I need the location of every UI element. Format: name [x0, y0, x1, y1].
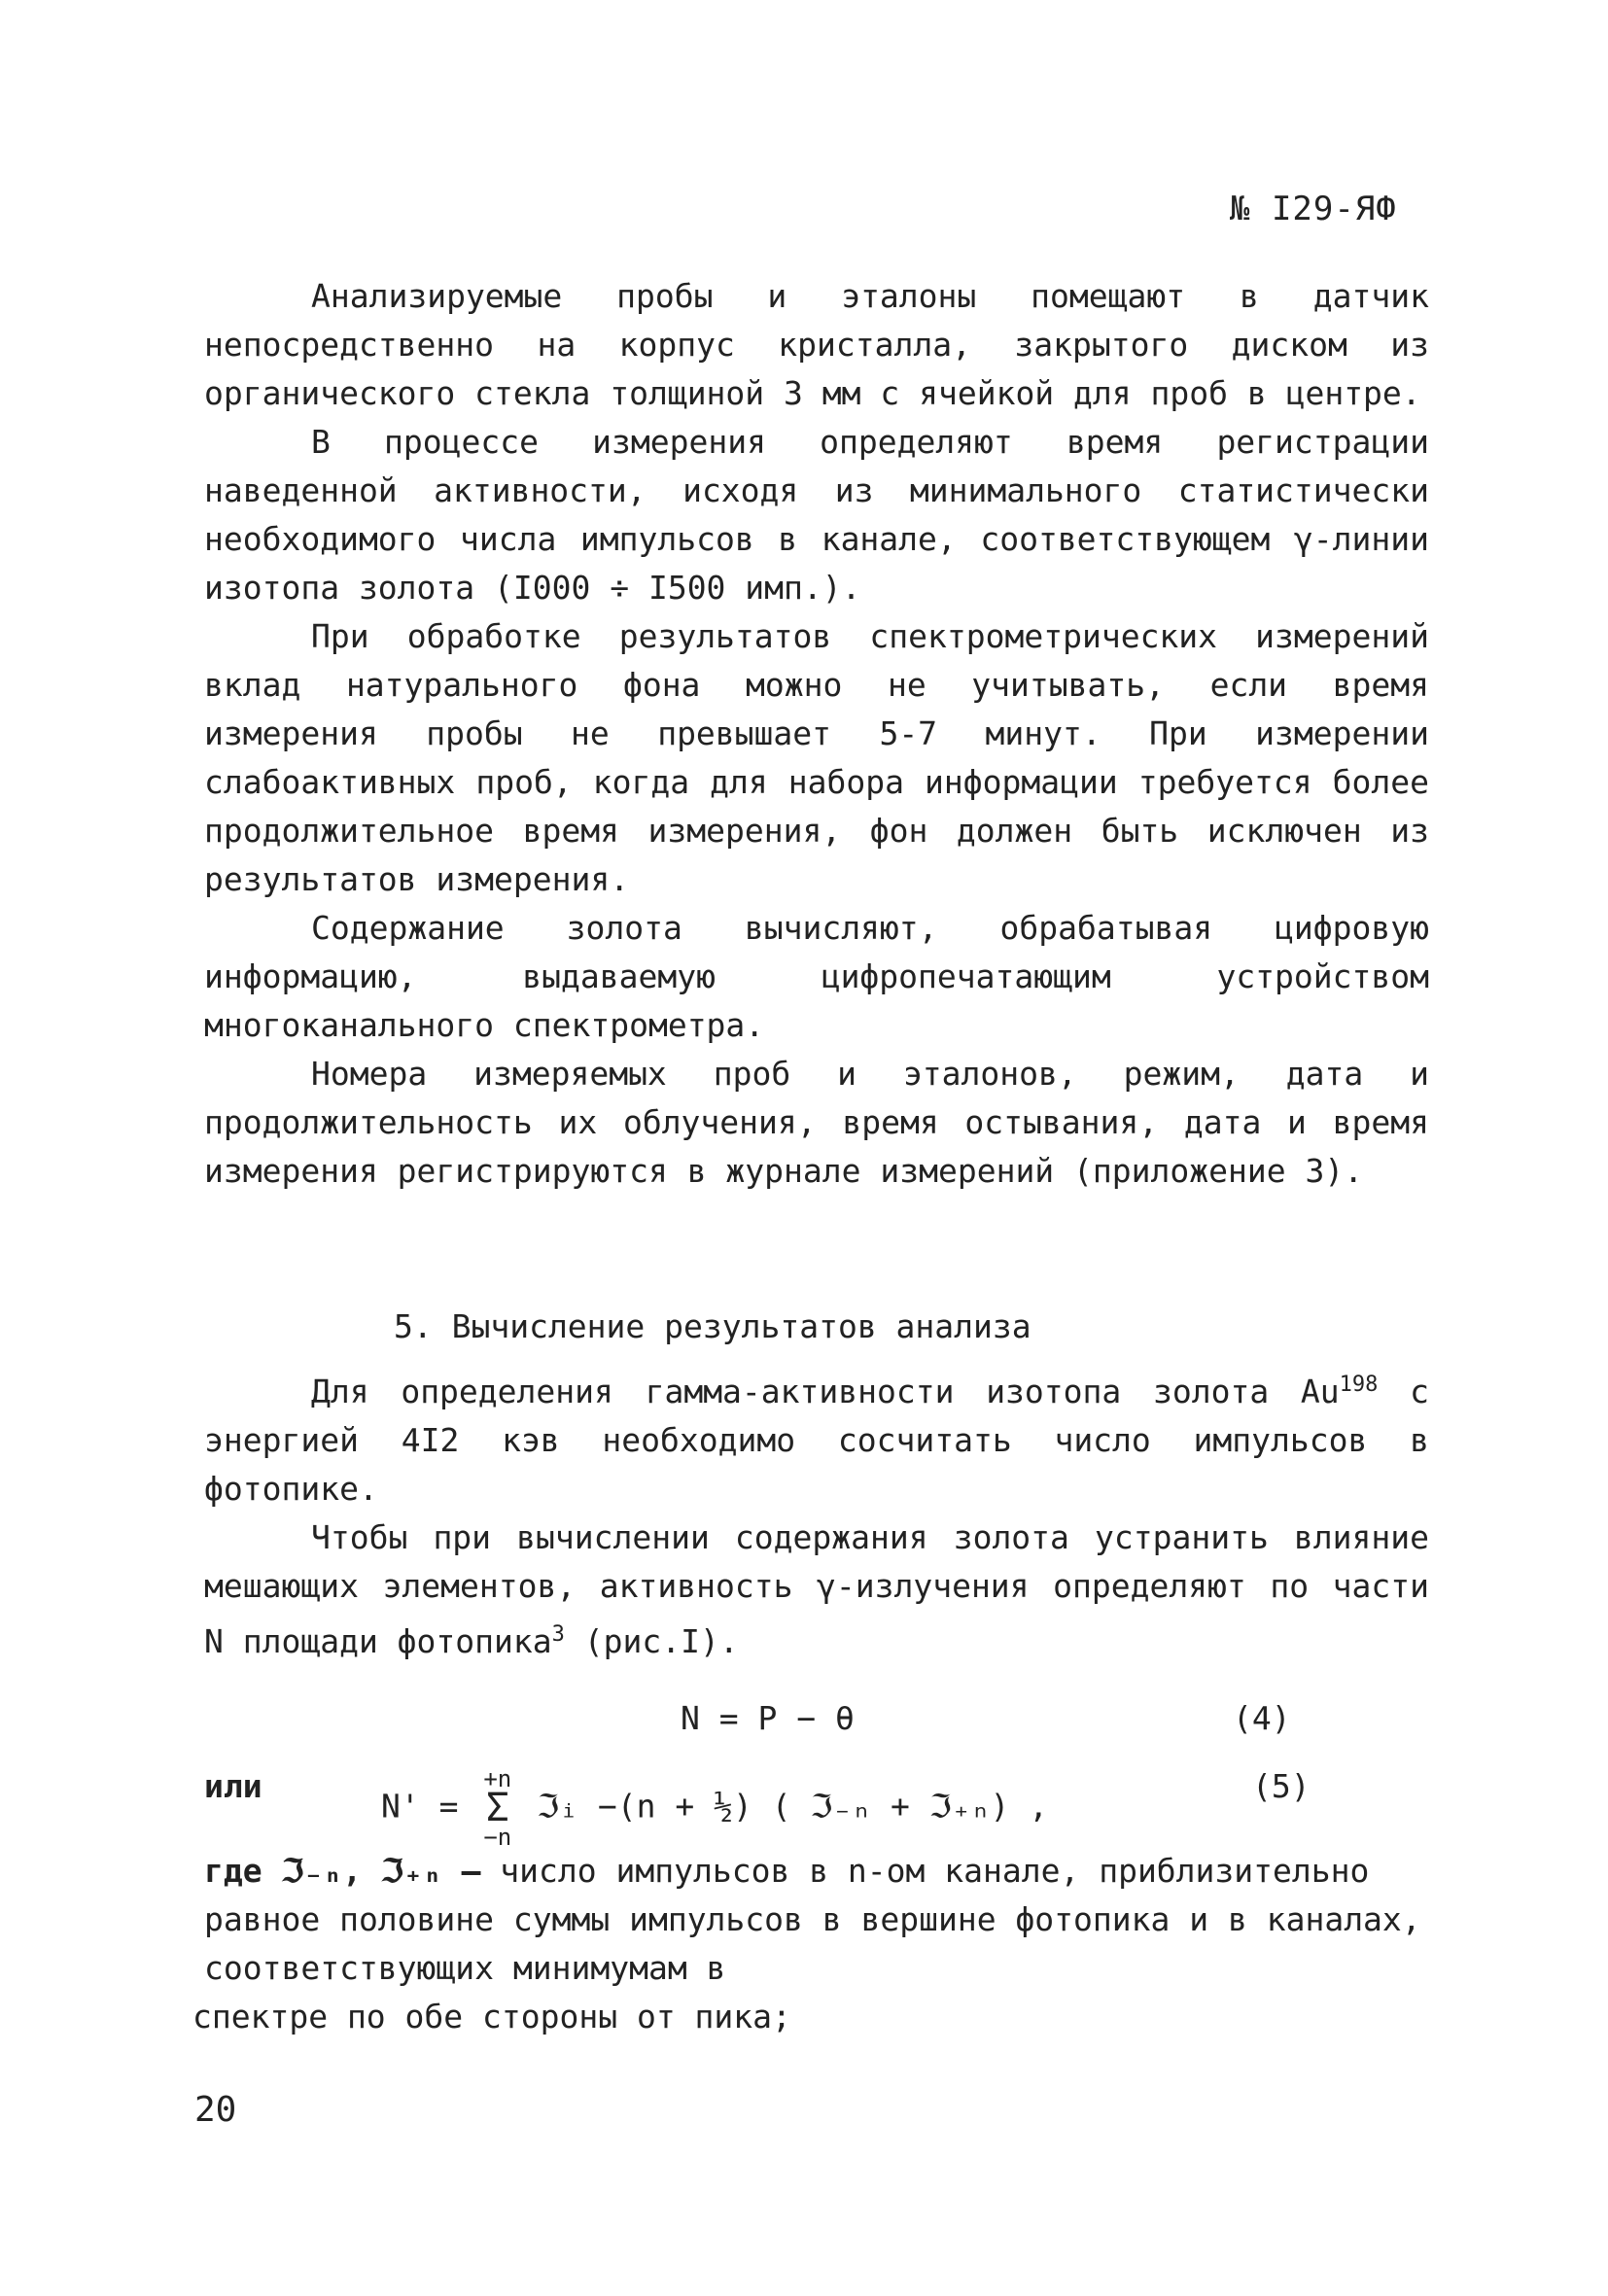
paragraph-background: При обработке результатов спектрометрических измерений вклад натурального фона можно не учитывать, если время измерения пробы не превышает 5-7 минут. При измерении слабоактивных проб, когда для набора информации требуется более продолжительное время измерения, фон должен быть исключен из результатов измерения.	[204, 617, 1429, 898]
summation-symbol: +n Σ −n	[483, 1765, 512, 1851]
formula-5-number: (5)	[1252, 1767, 1311, 1805]
paragraph-samples: Анализируемые пробы и эталоны помещают в датчик непосредственно на корпус кристалла, закрытого диском из органического стекла толщиной 3 мм с ячейкой для проб в центре.	[204, 277, 1429, 412]
where-last-line: спектре по обе стороны от пика;	[192, 1998, 791, 2035]
paragraph-journal: Номера измеряемых проб и эталонов, режим, дата и продолжительность их облучения, время остывания, дата и время измерения регистрируются в журнале измерений (приложение 3).	[204, 1055, 1429, 1190]
formula-5-lhs: N' =	[381, 1787, 459, 1826]
paragraph-gold-content: Содержание золота вычисляют, обрабатывая цифровую информацию, выдаваемую цифропечатающим устройством многоканального спектрометра.	[204, 909, 1429, 1044]
where-text: где ℑ₋ₙ, ℑ₊ₙ – число импульсов в n-ом канале, приблизительно равное половине суммы импульсов в вершине фотопика и в каналах, соответствующих минимумам в	[204, 1852, 1421, 1987]
formula-or-word: или	[204, 1767, 262, 1805]
paragraph-gamma-activity: Для определения гамма-активности изотопа золота Au$^{198}$ с энергией 4I2 кэв необходимо сосчитать число импульсов в фотопике.	[204, 1373, 1429, 1508]
formula-4: N = P − θ	[681, 1699, 855, 1737]
paragraph-registration-time: В процессе измерения определяют время регистрации наведенной активности, исходя из минимального статистически необходимого числа импульсов в канале, соответствующем γ-линии изотопа золота (I000 ÷ I500 имп.).	[204, 423, 1429, 607]
section-heading: 5. Вычисление результатов анализа	[394, 1307, 1031, 1345]
formula-5	[381, 1767, 1048, 1849]
formula-5-rhs: ℑᵢ −(n + ½) ( ℑ₋ₙ + ℑ₊ₙ) ,	[537, 1787, 1049, 1826]
section-body	[204, 1361, 1429, 1666]
document-number: № I29-ЯФ	[1230, 190, 1397, 228]
where-definition	[192, 1847, 1439, 2041]
page-number: 20	[194, 2090, 237, 2130]
body-text	[204, 272, 1429, 1196]
footnote-ref: 3	[551, 1622, 565, 1647]
isotope-superscript: 198	[1339, 1373, 1379, 1397]
paragraph-interference: Чтобы при вычислении содержания золота устранить влияние мешающих элементов, активность γ-излучения определяют по части N площади фотопика$^3$ (рис.I).	[204, 1518, 1429, 1660]
formula-4-number: (4)	[1233, 1699, 1291, 1737]
